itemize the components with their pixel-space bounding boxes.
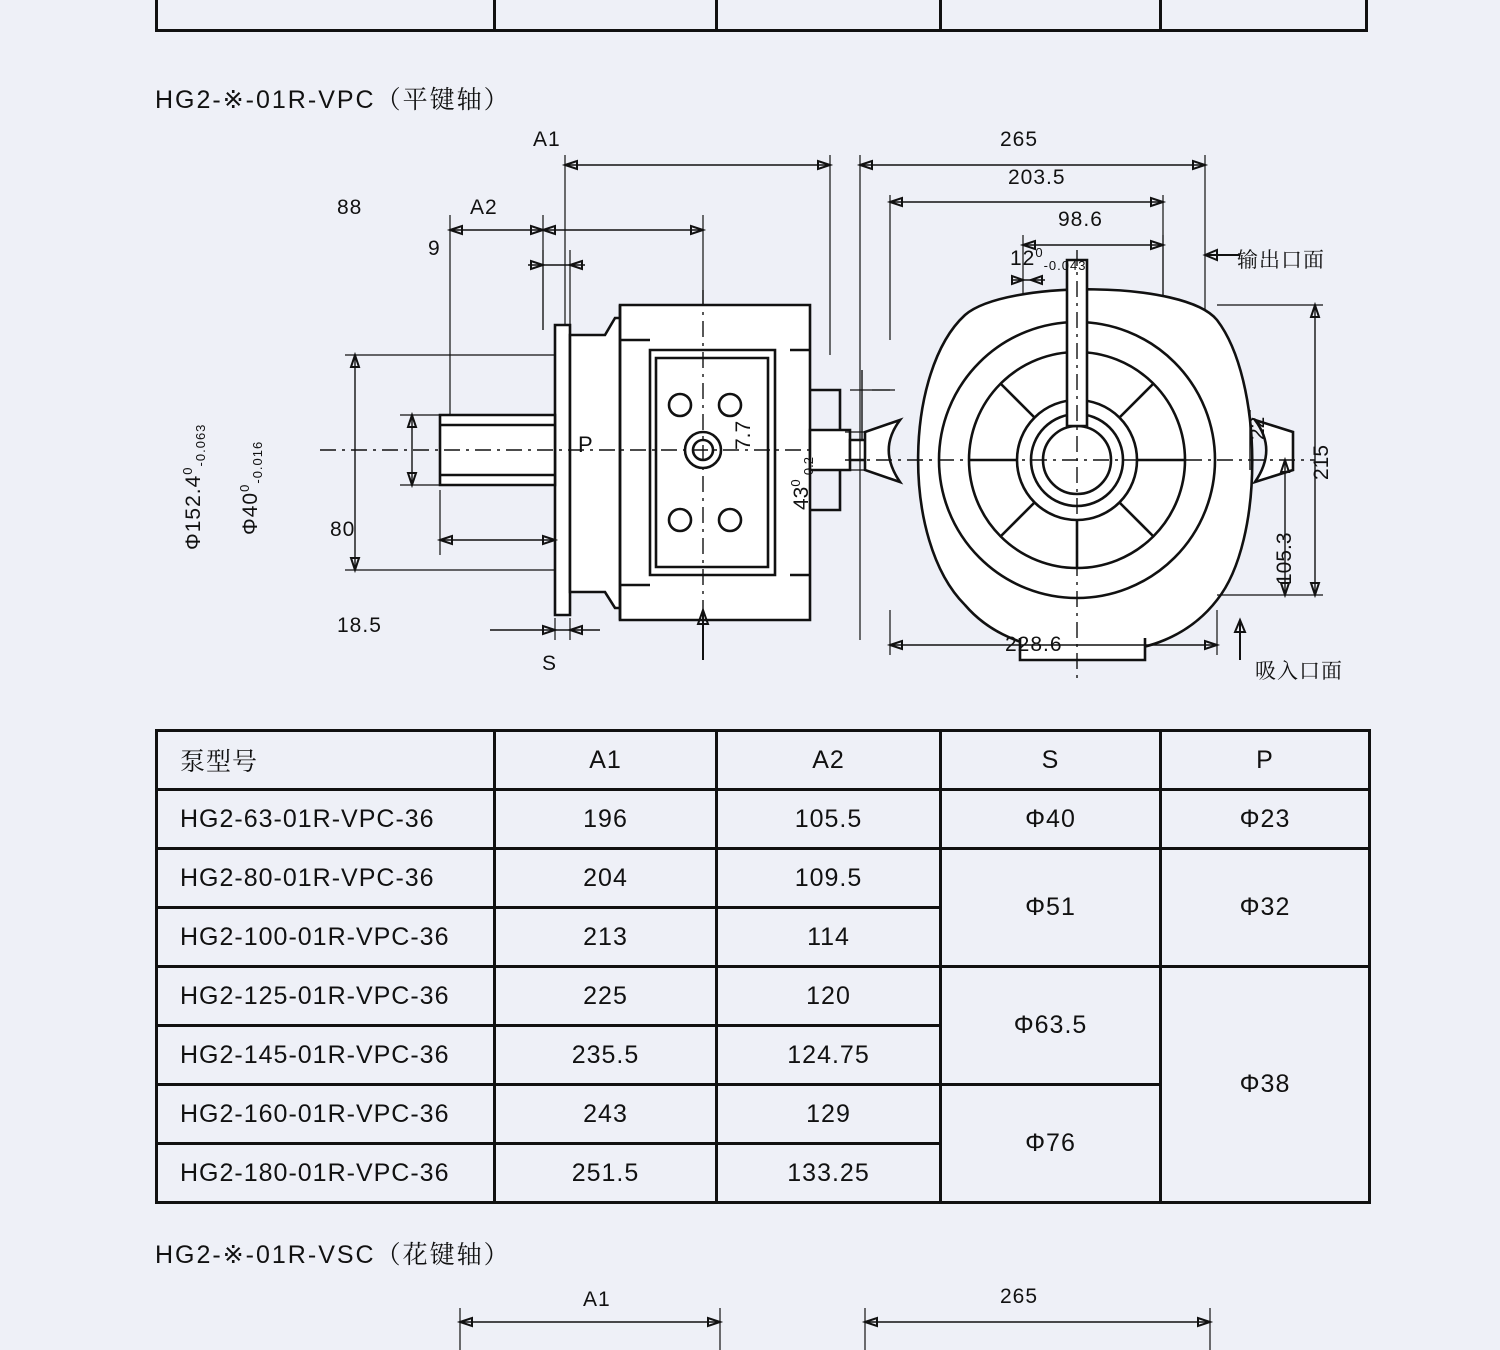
dim-105-3: 105.3: [1273, 532, 1296, 585]
dim-A2-left: A2: [470, 196, 498, 219]
table-row: [157, 849, 1370, 908]
cell-a2: 114: [717, 908, 941, 967]
label-inlet-face: 吸入口面: [1255, 660, 1343, 683]
cell-a1: 225: [495, 967, 717, 1026]
cell-model: HG2-180-01R-VPC-36: [157, 1144, 495, 1203]
cell-s: Φ76: [941, 1085, 1161, 1203]
cell-model: HG2-100-01R-VPC-36: [157, 908, 495, 967]
dim-A1-bottom: A1: [583, 1288, 611, 1311]
dim-80: 80: [330, 518, 356, 541]
dim-dia40: Φ40: [239, 491, 262, 535]
dim-A1-left: A1: [533, 128, 561, 151]
port-P-label: P: [578, 432, 594, 457]
cell-a1: 243: [495, 1085, 717, 1144]
cell-a2: 133.25: [717, 1144, 941, 1203]
cell-a2: 105.5: [717, 790, 941, 849]
dim-dia152: Φ152.4: [182, 474, 205, 550]
cell-s: Φ63.5: [941, 967, 1161, 1085]
dim-18-5: 18.5: [337, 614, 382, 637]
cell-a2: 124.75: [717, 1026, 941, 1085]
header-a1: A1: [495, 731, 717, 790]
top-partial-table: [155, 0, 1368, 32]
cell-a2: 109.5: [717, 849, 941, 908]
table-header-row: [157, 731, 1370, 790]
cell-model: HG2-145-01R-VPC-36: [157, 1026, 495, 1085]
dim-7-7: 7.7: [732, 420, 755, 450]
dim-22: 22: [1246, 416, 1269, 440]
cell-model: HG2-63-01R-VPC-36: [157, 790, 495, 849]
dim-dia152-tol-low: -0.063: [193, 423, 209, 467]
dim-88: 88: [337, 196, 363, 219]
header-p: P: [1161, 731, 1370, 790]
cell-p: Φ32: [1161, 849, 1370, 967]
pump-front-view-drawing: [845, 140, 1405, 700]
cell-p: Φ23: [1161, 790, 1370, 849]
table-row: [157, 790, 1370, 849]
dim-dia40-tol-low: -0.016: [250, 440, 266, 484]
dim-215: 215: [1310, 444, 1333, 480]
header-model: 泵型号: [157, 731, 495, 790]
dim-228-6: 228.6: [1005, 633, 1063, 656]
cell-a1: 204: [495, 849, 717, 908]
cell-model: HG2-160-01R-VPC-36: [157, 1085, 495, 1144]
dim-12-tol-low: -0.043: [1043, 258, 1087, 274]
table-row: [157, 967, 1370, 1026]
dim-dia40-tol-up: 0: [237, 483, 252, 492]
dim-12: 12: [1010, 247, 1036, 270]
dim-265: 265: [1000, 128, 1039, 151]
spec-table: [155, 729, 1371, 1204]
dim-dia152-tol-up: 0: [180, 466, 195, 475]
cell-s: Φ40: [941, 790, 1161, 849]
cell-model: HG2-80-01R-VPC-36: [157, 849, 495, 908]
pump-side-view-drawing: [150, 140, 910, 700]
dim-43: 43: [790, 486, 813, 510]
cell-a1: 235.5: [495, 1026, 717, 1085]
cell-a2: 120: [717, 967, 941, 1026]
dim-265-bottom: 265: [1000, 1285, 1039, 1308]
dim-203-5: 203.5: [1008, 166, 1066, 189]
cell-a1: 196: [495, 790, 717, 849]
dim-12-tol-up: 0: [1035, 245, 1044, 260]
header-s: S: [941, 731, 1161, 790]
header-a2: A2: [717, 731, 941, 790]
dim-9: 9: [428, 237, 441, 260]
dim-98-6: 98.6: [1058, 208, 1103, 231]
cell-p: Φ38: [1161, 967, 1370, 1203]
cell-a1: 213: [495, 908, 717, 967]
section-heading-vpc: HG2-※-01R-VPC（平键轴）: [155, 86, 511, 114]
section-heading-vsc: HG2-※-01R-VSC（花键轴）: [155, 1241, 511, 1269]
bottom-partial-drawing: [150, 1290, 1450, 1350]
section-S-label: S: [542, 652, 558, 675]
label-outlet-face: 输出口面: [1237, 249, 1325, 272]
dim-12-group: [1010, 245, 1086, 273]
cell-model: HG2-125-01R-VPC-36: [157, 967, 495, 1026]
dim-43-tol-up: 0: [788, 479, 803, 487]
cell-a1: 251.5: [495, 1144, 717, 1203]
cell-a2: 129: [717, 1085, 941, 1144]
dim-43-tol-low: -0.2: [801, 457, 817, 480]
cell-s: Φ51: [941, 849, 1161, 967]
